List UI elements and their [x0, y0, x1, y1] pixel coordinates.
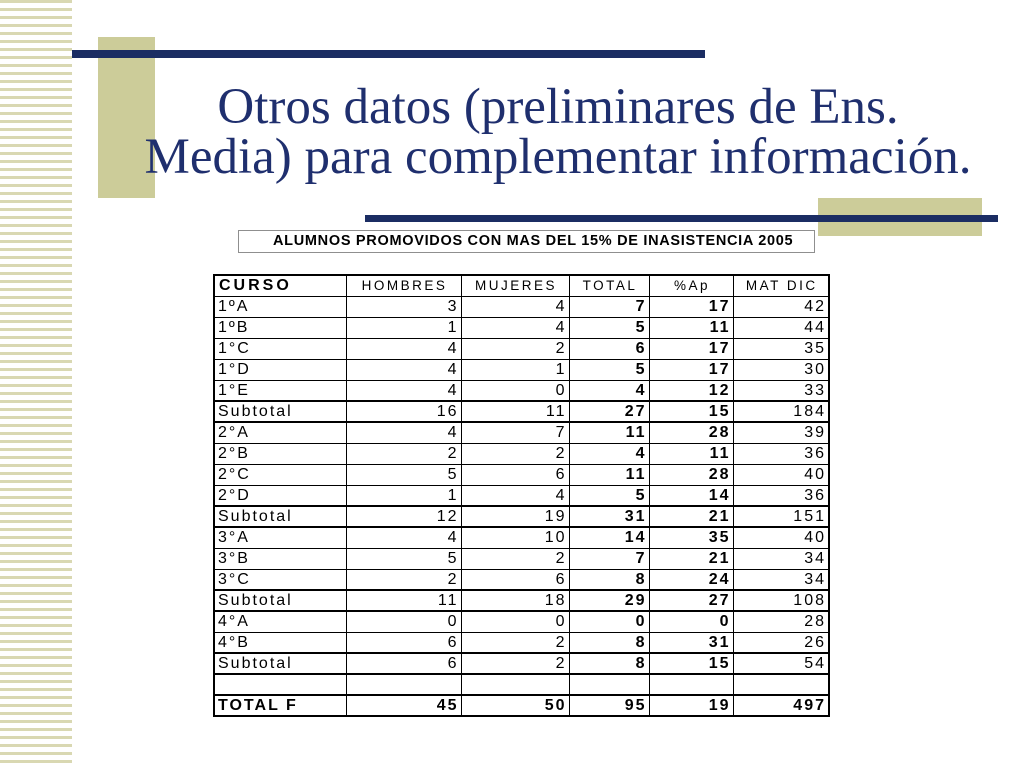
- cell-mujeres: 10: [461, 527, 569, 548]
- cell-hombres: 5: [346, 548, 461, 569]
- cell-mat-dic: 36: [733, 443, 829, 464]
- cell-pct-ap: [649, 674, 733, 695]
- table-row: [214, 527, 829, 548]
- cell-mujeres: 7: [461, 422, 569, 443]
- total-row: [214, 695, 829, 716]
- cell-mat-dic: 40: [733, 464, 829, 485]
- cell-pct-ap: 27: [649, 590, 733, 611]
- cell-pct-ap: 28: [649, 422, 733, 443]
- cell-mujeres: [461, 674, 569, 695]
- cell-total: [569, 674, 649, 695]
- data-table: [213, 274, 830, 717]
- top-navy-bar: [72, 50, 705, 58]
- cell-curso: 3°B: [214, 548, 346, 569]
- cell-total: 29: [569, 590, 649, 611]
- cell-mujeres: 4: [461, 485, 569, 506]
- table-row: [214, 632, 829, 653]
- header-hombres: HOMBRES: [346, 275, 461, 296]
- cell-hombres: 5: [346, 464, 461, 485]
- table-row: [214, 359, 829, 380]
- cell-pct-ap: 21: [649, 548, 733, 569]
- cell-total: 8: [569, 569, 649, 590]
- table-row: [214, 611, 829, 632]
- cell-hombres: 0: [346, 611, 461, 632]
- cell-pct-ap: 14: [649, 485, 733, 506]
- cell-pct-ap: 17: [649, 296, 733, 317]
- cell-mat-dic: 108: [733, 590, 829, 611]
- cell-hombres: 16: [346, 401, 461, 422]
- cell-mat-dic: 33: [733, 380, 829, 401]
- header-pct-ap: %Ap: [649, 275, 733, 296]
- cell-curso: 1°E: [214, 380, 346, 401]
- cell-curso: 4°B: [214, 632, 346, 653]
- table-row: [214, 317, 829, 338]
- cell-pct-ap: 28: [649, 464, 733, 485]
- cell-mujeres: 4: [461, 296, 569, 317]
- cell-hombres: 6: [346, 632, 461, 653]
- cell-mujeres: 18: [461, 590, 569, 611]
- cell-pct-ap: 17: [649, 338, 733, 359]
- table-caption: ALUMNOS PROMOVIDOS CON MAS DEL 15% DE INASISTENCIA 2005: [238, 230, 815, 253]
- cell-mat-dic: 151: [733, 506, 829, 527]
- cell-mat-dic: 54: [733, 653, 829, 674]
- cell-mat-dic: 34: [733, 569, 829, 590]
- cell-mat-dic: 26: [733, 632, 829, 653]
- cell-curso: Subtotal: [214, 653, 346, 674]
- blank-row: [214, 674, 829, 695]
- title-line-1: Otros datos (preliminares de Ens.: [217, 79, 899, 135]
- cell-curso: 2°D: [214, 485, 346, 506]
- cell-mat-dic: [733, 674, 829, 695]
- slide-title: [110, 79, 1006, 185]
- table-row: [214, 464, 829, 485]
- cell-hombres: 4: [346, 527, 461, 548]
- cell-pct-ap: 31: [649, 632, 733, 653]
- cell-pct-ap: 19: [649, 695, 733, 716]
- cell-curso: 2°C: [214, 464, 346, 485]
- table-row: [214, 569, 829, 590]
- cell-total: 5: [569, 485, 649, 506]
- subtotal-row: [214, 506, 829, 527]
- cell-mat-dic: 184: [733, 401, 829, 422]
- title-line-2: Media) para complementar información.: [144, 129, 972, 185]
- cell-pct-ap: 15: [649, 653, 733, 674]
- cell-hombres: [346, 674, 461, 695]
- cell-total: 11: [569, 422, 649, 443]
- cell-curso: [214, 674, 346, 695]
- cell-total: 6: [569, 338, 649, 359]
- cell-curso: Subtotal: [214, 590, 346, 611]
- cell-total: 4: [569, 443, 649, 464]
- cell-mujeres: 6: [461, 464, 569, 485]
- cell-total: 95: [569, 695, 649, 716]
- cell-mujeres: 2: [461, 338, 569, 359]
- cell-mujeres: 0: [461, 380, 569, 401]
- table-body: [214, 296, 829, 716]
- cell-mujeres: 19: [461, 506, 569, 527]
- cell-total: 0: [569, 611, 649, 632]
- cell-pct-ap: 0: [649, 611, 733, 632]
- cell-hombres: 11: [346, 590, 461, 611]
- cell-pct-ap: 12: [649, 380, 733, 401]
- cell-hombres: 1: [346, 485, 461, 506]
- cell-total: 4: [569, 380, 649, 401]
- cell-mujeres: 2: [461, 443, 569, 464]
- cell-hombres: 45: [346, 695, 461, 716]
- right-navy-bar: [365, 215, 998, 222]
- cell-hombres: 6: [346, 653, 461, 674]
- cell-mat-dic: 30: [733, 359, 829, 380]
- cell-mujeres: 2: [461, 548, 569, 569]
- cell-hombres: 4: [346, 338, 461, 359]
- cell-mujeres: 11: [461, 401, 569, 422]
- cell-curso: 1ºB: [214, 317, 346, 338]
- cell-mujeres: 1: [461, 359, 569, 380]
- cell-curso: 3°C: [214, 569, 346, 590]
- cell-pct-ap: 11: [649, 317, 733, 338]
- cell-total: 14: [569, 527, 649, 548]
- cell-pct-ap: 15: [649, 401, 733, 422]
- cell-mat-dic: 35: [733, 338, 829, 359]
- table-row: [214, 443, 829, 464]
- cell-curso: TOTAL F: [214, 695, 346, 716]
- table-row: [214, 338, 829, 359]
- cell-total: 5: [569, 317, 649, 338]
- table-row: [214, 380, 829, 401]
- cell-curso: 2°B: [214, 443, 346, 464]
- cell-hombres: 2: [346, 443, 461, 464]
- cell-hombres: 4: [346, 422, 461, 443]
- cell-total: 7: [569, 548, 649, 569]
- cell-mujeres: 2: [461, 632, 569, 653]
- cell-curso: 1°C: [214, 338, 346, 359]
- cell-curso: 1ºA: [214, 296, 346, 317]
- header-mat-dic: MAT DIC: [733, 275, 829, 296]
- cell-mat-dic: 42: [733, 296, 829, 317]
- cell-pct-ap: 11: [649, 443, 733, 464]
- cell-curso: 2°A: [214, 422, 346, 443]
- cell-mat-dic: 36: [733, 485, 829, 506]
- cell-mujeres: 2: [461, 653, 569, 674]
- cell-mujeres: 6: [461, 569, 569, 590]
- cell-mat-dic: 39: [733, 422, 829, 443]
- cell-total: 27: [569, 401, 649, 422]
- cell-total: 8: [569, 632, 649, 653]
- cell-pct-ap: 24: [649, 569, 733, 590]
- cell-mat-dic: 40: [733, 527, 829, 548]
- cell-pct-ap: 35: [649, 527, 733, 548]
- cell-total: 31: [569, 506, 649, 527]
- cell-curso: Subtotal: [214, 506, 346, 527]
- subtotal-row: [214, 590, 829, 611]
- cell-curso: Subtotal: [214, 401, 346, 422]
- cell-curso: 3°A: [214, 527, 346, 548]
- table-row: [214, 548, 829, 569]
- header-total: TOTAL: [569, 275, 649, 296]
- cell-hombres: 3: [346, 296, 461, 317]
- cell-total: 5: [569, 359, 649, 380]
- cell-mat-dic: 34: [733, 548, 829, 569]
- cell-mat-dic: 28: [733, 611, 829, 632]
- cell-curso: 1°D: [214, 359, 346, 380]
- table-row: [214, 296, 829, 317]
- header-curso: CURSO: [214, 275, 346, 296]
- cell-mujeres: 4: [461, 317, 569, 338]
- subtotal-row: [214, 653, 829, 674]
- cell-mat-dic: 44: [733, 317, 829, 338]
- subtotal-row: [214, 401, 829, 422]
- cell-mujeres: 0: [461, 611, 569, 632]
- cell-hombres: 4: [346, 380, 461, 401]
- left-stripe-decoration: [0, 0, 72, 768]
- cell-curso: 4°A: [214, 611, 346, 632]
- cell-hombres: 1: [346, 317, 461, 338]
- cell-mujeres: 50: [461, 695, 569, 716]
- cell-total: 11: [569, 464, 649, 485]
- cell-mat-dic: 497: [733, 695, 829, 716]
- cell-hombres: 4: [346, 359, 461, 380]
- cell-hombres: 12: [346, 506, 461, 527]
- cell-hombres: 2: [346, 569, 461, 590]
- table-header-row: [214, 275, 829, 296]
- table-row: [214, 422, 829, 443]
- cell-total: 7: [569, 296, 649, 317]
- cell-pct-ap: 21: [649, 506, 733, 527]
- header-mujeres: MUJERES: [461, 275, 569, 296]
- table-row: [214, 485, 829, 506]
- cell-total: 8: [569, 653, 649, 674]
- cell-pct-ap: 17: [649, 359, 733, 380]
